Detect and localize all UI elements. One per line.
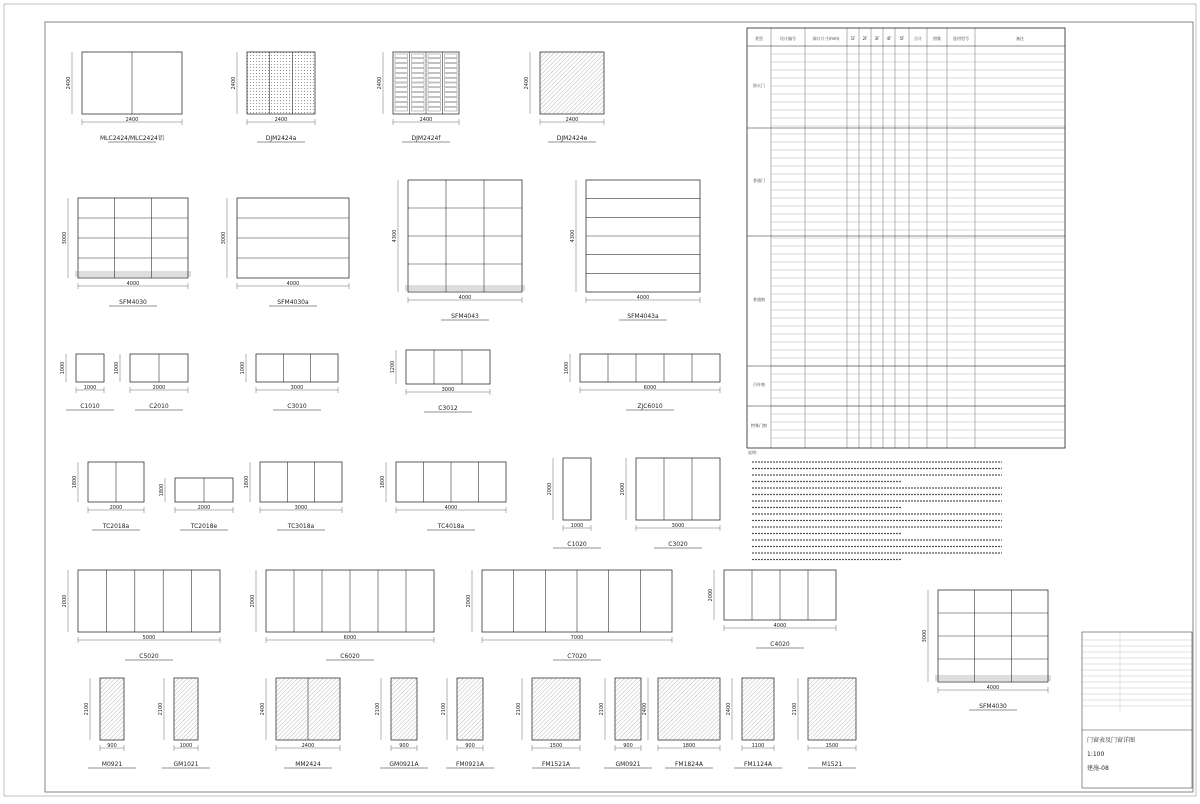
dimension-height: 2400 bbox=[66, 76, 72, 90]
dimension-height: 1800 bbox=[244, 475, 250, 489]
elevation-gm0921 bbox=[599, 678, 652, 768]
dimension-height: 1800 bbox=[72, 475, 78, 489]
dimension-width: 2000 bbox=[197, 505, 211, 511]
dimension-height: 2100 bbox=[516, 702, 522, 716]
elevation-label: GM0921 bbox=[615, 761, 641, 768]
elevation-label: GM0921A bbox=[389, 761, 419, 768]
dimension-width: 2400 bbox=[419, 117, 433, 123]
elevation-djm2424f bbox=[377, 52, 459, 142]
dimension-height: 2000 bbox=[708, 588, 714, 602]
dimension-height: 2000 bbox=[250, 594, 256, 608]
elevation-c1020 bbox=[547, 458, 601, 548]
dimension-height: 1800 bbox=[380, 475, 386, 489]
elevation-sfm4030a bbox=[221, 198, 349, 306]
dimension-width: 4000 bbox=[986, 685, 1000, 691]
elevation-mm2424 bbox=[260, 678, 340, 768]
elevation-tc2018e bbox=[159, 478, 233, 530]
elevation-label: SFM4043 bbox=[451, 313, 479, 320]
table-header-cell: 合计 bbox=[914, 36, 922, 41]
dimension-height: 2100 bbox=[375, 702, 381, 716]
table-header-cell: 4F bbox=[886, 36, 892, 41]
elevation-label: C3012 bbox=[438, 405, 458, 412]
dimension-width: 900 bbox=[399, 743, 409, 749]
dimension-width: 7000 bbox=[570, 635, 584, 641]
dimension-width: 5000 bbox=[142, 635, 156, 641]
dimension-width: 900 bbox=[623, 743, 633, 749]
elevation-fm1824a bbox=[642, 678, 720, 768]
elevation-label: SFM4043a bbox=[627, 313, 659, 320]
elevation-label: MLC2424/MLC2424铝 bbox=[100, 135, 164, 142]
elevation-c5020 bbox=[62, 570, 220, 660]
panel-outline bbox=[100, 678, 124, 740]
table-header-cell: 1F bbox=[850, 36, 856, 41]
sheet-number: 建施-08 bbox=[1087, 765, 1109, 772]
elevation-fm0921a bbox=[441, 678, 494, 768]
table-group-label: 防火门 bbox=[753, 83, 765, 88]
elevation-label: FM1521A bbox=[541, 761, 571, 768]
elevation-fm1124a bbox=[726, 678, 782, 768]
panel-outline bbox=[658, 678, 720, 740]
elevation-c4020 bbox=[708, 570, 836, 648]
dimension-width: 3000 bbox=[441, 387, 455, 393]
dimension-width: 2400 bbox=[125, 117, 139, 123]
table-header-cell: 图集 bbox=[933, 36, 941, 41]
elevation-tc2018a bbox=[72, 462, 144, 530]
elevation-c2010 bbox=[114, 354, 188, 410]
dimension-height: 2100 bbox=[158, 702, 164, 716]
dimension-width: 3000 bbox=[294, 505, 308, 511]
dimension-height: 2100 bbox=[84, 702, 90, 716]
table-header-cell: 备注 bbox=[1016, 36, 1024, 41]
elevation-label: C3010 bbox=[287, 403, 307, 410]
panel-outline bbox=[76, 354, 104, 382]
dimension-height: 1000 bbox=[60, 361, 66, 375]
elevation-label: C7020 bbox=[567, 653, 587, 660]
dimension-width: 2400 bbox=[301, 743, 315, 749]
dimension-width: 1800 bbox=[682, 743, 696, 749]
table-header-cell: 设计编号 bbox=[780, 36, 796, 41]
table-group-label: 百叶窗 bbox=[753, 382, 765, 387]
elevation-label: C4020 bbox=[770, 641, 790, 648]
elevation-label: SFM4030a bbox=[277, 299, 309, 306]
elevation-c3012 bbox=[390, 350, 490, 412]
table-header-cell: 5F bbox=[899, 36, 905, 41]
elevation-label: DJM2424e bbox=[556, 135, 588, 142]
elevation-sfm4030 bbox=[922, 590, 1051, 710]
elevation-label: SFM4030 bbox=[979, 703, 1007, 710]
title-block bbox=[1082, 632, 1192, 788]
elevation-sfm4043a bbox=[570, 180, 700, 320]
elevation-sfm4043 bbox=[392, 180, 525, 320]
elevation-label: TC3018a bbox=[287, 523, 315, 530]
dimension-width: 6000 bbox=[343, 635, 357, 641]
elevation-c3020 bbox=[620, 458, 720, 548]
dimension-width: 4000 bbox=[636, 295, 650, 301]
elevation-c3010 bbox=[240, 354, 338, 410]
panel-outline bbox=[615, 678, 641, 740]
elevation-label: TC2018e bbox=[190, 523, 218, 530]
outer-frame bbox=[4, 4, 1196, 796]
dimension-width: 900 bbox=[107, 743, 117, 749]
elevation-c7020 bbox=[466, 570, 672, 660]
elevation-label: DJM2424f bbox=[411, 135, 441, 142]
elevation-label: FM0921A bbox=[455, 761, 485, 768]
elevation-sfm4030 bbox=[62, 198, 191, 306]
elevation-gm1021 bbox=[158, 678, 210, 768]
table-group-label: 普通窗 bbox=[753, 297, 765, 302]
elevation-label: C1020 bbox=[567, 541, 587, 548]
dimension-width: 1500 bbox=[825, 743, 839, 749]
table-group-label: 特殊门窗 bbox=[751, 423, 767, 428]
elevation-fm1521a bbox=[516, 678, 580, 768]
dimension-width: 3000 bbox=[290, 385, 304, 391]
panel-outline bbox=[580, 354, 720, 382]
dimension-height: 2100 bbox=[792, 702, 798, 716]
panel-outline bbox=[174, 678, 198, 740]
panel-outline bbox=[406, 350, 490, 384]
elevation-label: TC4018a bbox=[437, 523, 465, 530]
dimension-height: 1000 bbox=[564, 361, 570, 375]
elevation-label: C2010 bbox=[149, 403, 169, 410]
dimension-height: 3000 bbox=[922, 629, 928, 643]
elevation-djm2424a bbox=[231, 52, 315, 142]
elevation-label: GM1021 bbox=[173, 761, 199, 768]
panel-outline bbox=[457, 678, 483, 740]
door-window-schedule-table bbox=[747, 28, 1065, 448]
design-notes bbox=[748, 449, 1002, 560]
dimension-width: 4000 bbox=[286, 281, 300, 287]
dimension-height: 2400 bbox=[524, 76, 530, 90]
inner-frame bbox=[45, 22, 1193, 792]
dimension-width: 4000 bbox=[458, 295, 472, 301]
elevation-m0921 bbox=[84, 678, 136, 768]
elevation-label: FM1824A bbox=[674, 761, 704, 768]
dimension-height: 1800 bbox=[159, 483, 165, 497]
dimension-height: 1200 bbox=[390, 360, 396, 374]
dimension-width: 4000 bbox=[444, 505, 458, 511]
dimension-height: 2400 bbox=[377, 76, 383, 90]
elevation-label: C6020 bbox=[340, 653, 360, 660]
table-header-cell: 2F bbox=[862, 36, 868, 41]
dimension-height: 2000 bbox=[547, 482, 553, 496]
elevation-tc3018a bbox=[244, 462, 342, 530]
dimension-width: 1000 bbox=[83, 385, 97, 391]
dimension-height: 2400 bbox=[260, 702, 266, 716]
elevation-drawings bbox=[60, 52, 1051, 768]
dimension-height: 2000 bbox=[620, 482, 626, 496]
elevation-label: ZJC6010 bbox=[637, 403, 663, 410]
elevation-label: C3020 bbox=[668, 541, 688, 548]
dimension-width: 2000 bbox=[152, 385, 166, 391]
dimension-width: 1100 bbox=[751, 743, 765, 749]
dimension-height: 1000 bbox=[114, 361, 120, 375]
dimension-width: 2400 bbox=[274, 117, 288, 123]
elevation-zjc6010 bbox=[564, 354, 720, 410]
dimension-width: 4000 bbox=[126, 281, 140, 287]
drawing-scale: 1:100 bbox=[1087, 751, 1105, 758]
dimension-height: 2100 bbox=[441, 702, 447, 716]
panel-outline bbox=[808, 678, 856, 740]
elevation-label: M1521 bbox=[821, 761, 843, 768]
dimension-height: 3000 bbox=[221, 231, 227, 245]
panel-outline bbox=[636, 458, 720, 520]
dimension-height: 4300 bbox=[570, 229, 576, 243]
table-header-cell: 洞口尺寸(mm) bbox=[812, 36, 840, 41]
dimension-height: 2400 bbox=[642, 702, 648, 716]
panel-outline bbox=[540, 52, 604, 114]
dimension-height: 2000 bbox=[62, 594, 68, 608]
dimension-width: 1500 bbox=[549, 743, 563, 749]
notes-title: 说明： bbox=[748, 450, 760, 455]
elevation-label: TC2018a bbox=[102, 523, 130, 530]
elevation-m1521 bbox=[792, 678, 856, 768]
table-header-cell: 3F bbox=[874, 36, 880, 41]
elevation-label: M0921 bbox=[101, 761, 123, 768]
elevation-label: FM1124A bbox=[743, 761, 773, 768]
panel-outline bbox=[532, 678, 580, 740]
elevation-c1010 bbox=[60, 354, 114, 410]
panel-outline bbox=[742, 678, 774, 740]
elevation-gm0921a bbox=[375, 678, 428, 768]
table-header-cell: 类型 bbox=[755, 36, 763, 41]
dimension-height: 3000 bbox=[62, 231, 68, 245]
dimension-height: 2000 bbox=[466, 594, 472, 608]
table-group-label: 普通门 bbox=[753, 178, 765, 183]
elevation-djm2424e bbox=[524, 52, 604, 142]
dimension-width: 2000 bbox=[109, 505, 123, 511]
dimension-width: 3000 bbox=[671, 523, 685, 529]
panel-outline bbox=[391, 678, 417, 740]
dimension-height: 2400 bbox=[231, 76, 237, 90]
dimension-height: 2400 bbox=[726, 702, 732, 716]
elevation-label: SFM4030 bbox=[119, 299, 147, 306]
drawing-name: 门窗表及门窗详图 bbox=[1087, 737, 1136, 744]
elevation-c6020 bbox=[250, 570, 434, 660]
elevation-label: DJM2424a bbox=[265, 135, 297, 142]
dimension-height: 2100 bbox=[599, 702, 605, 716]
table-header-cell: 选用型号 bbox=[953, 36, 969, 41]
elevation-mlc2424-mlc2424- bbox=[66, 52, 182, 142]
dimension-width: 4000 bbox=[773, 623, 787, 629]
dimension-width: 1000 bbox=[570, 523, 584, 529]
elevation-label: MM2424 bbox=[295, 761, 321, 768]
elevation-label: C5020 bbox=[139, 653, 159, 660]
elevation-label: C1010 bbox=[80, 403, 100, 410]
dimension-height: 4300 bbox=[392, 229, 398, 243]
panel-outline bbox=[78, 570, 220, 632]
dimension-width: 2400 bbox=[565, 117, 579, 123]
panel-outline bbox=[260, 462, 342, 502]
elevation-tc4018a bbox=[380, 462, 506, 530]
panel-outline bbox=[563, 458, 591, 520]
dimension-width: 900 bbox=[465, 743, 475, 749]
panel-outline bbox=[247, 52, 315, 114]
dimension-width: 6000 bbox=[643, 385, 657, 391]
panel-outline bbox=[256, 354, 338, 382]
dimension-height: 1000 bbox=[240, 361, 246, 375]
dimension-width: 1000 bbox=[179, 743, 193, 749]
